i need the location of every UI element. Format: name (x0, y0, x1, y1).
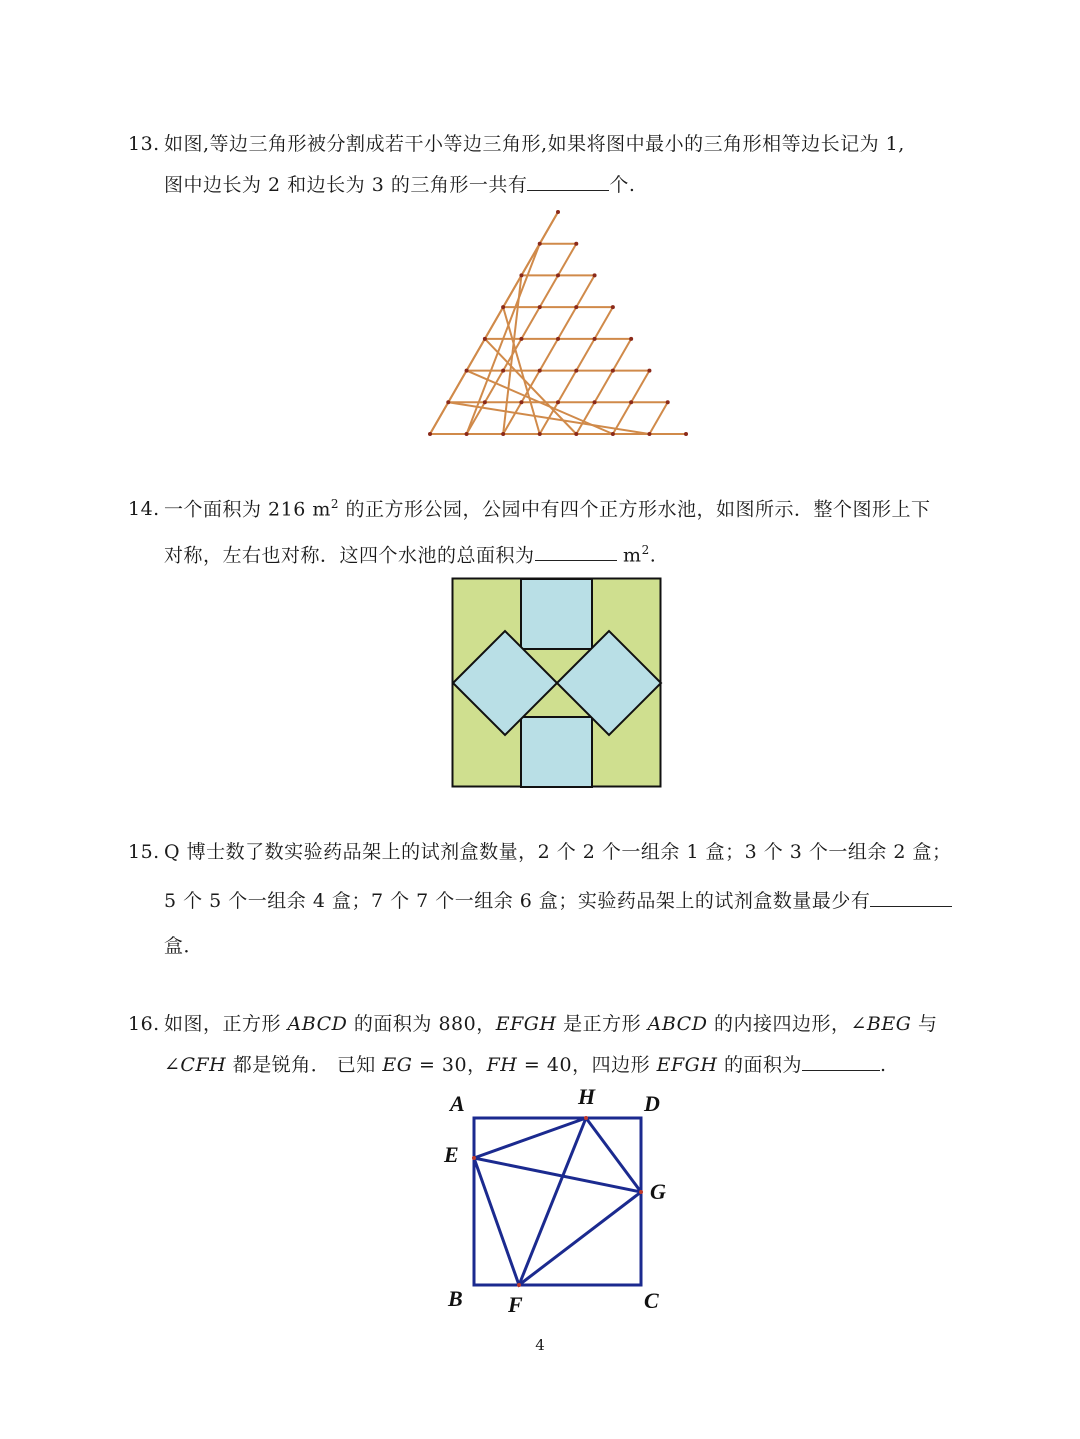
q14-number: 14. (128, 498, 160, 521)
q13-triangle-figure (420, 208, 700, 448)
q16-fh-value: = 40 (517, 1054, 573, 1076)
triangle-vertex (593, 273, 597, 277)
q16-text2a: 都是锐角． 已知 (226, 1054, 383, 1076)
q16-angle-cfh: ∠CFH (164, 1054, 227, 1076)
label-f: F (508, 1292, 523, 1317)
triangle-vertex (684, 432, 688, 436)
triangle-vertex (647, 432, 651, 436)
q16-fh: FH (486, 1054, 518, 1076)
q14-text1b: 的正方形公园，公园中有四个正方形水池，如图所示．整个图形上下 (339, 498, 931, 521)
q13-number: 13. (128, 133, 160, 155)
triangle-vertex (538, 242, 542, 246)
label-c: C (644, 1288, 659, 1313)
square-abcd (474, 1118, 641, 1285)
triangle-vertex (465, 369, 469, 373)
triangle-vertex (483, 337, 487, 341)
q16-text1e: 与 (911, 1013, 938, 1035)
triangle-vertex (611, 305, 615, 309)
triangle-vertex (538, 305, 542, 309)
triangle-vertex (519, 337, 523, 341)
triangle-vertex (629, 400, 633, 404)
q16-abcd: ABCD (287, 1013, 348, 1035)
triangle-vertex (593, 337, 597, 341)
q16-text1a: 如图，正方形 (164, 1013, 288, 1035)
q16-efgh2: EFGH (656, 1054, 718, 1076)
triangle-vertex (574, 369, 578, 373)
q13-answer-blank[interactable] (527, 172, 609, 191)
triangle-vertex (483, 400, 487, 404)
point-g (639, 1190, 643, 1194)
triangle-vertex (574, 432, 578, 436)
q14-line2 (164, 538, 656, 567)
q15-number: 15. (128, 841, 160, 863)
q16-number: 16. (128, 1013, 160, 1035)
triangle-vertex (501, 369, 505, 373)
q14-text2: 对称，左右也对称．这四个水池的总面积为 (164, 544, 535, 567)
q15-text2: 5 个 5 个一组余 4 盒；7 个 7 个一组余 6 盒；实验药品架上的试剂盒数量最少有 (164, 890, 871, 912)
q16-line1 (128, 1012, 937, 1036)
label-e: E (444, 1142, 459, 1167)
q16-eg-value: = 30 (412, 1054, 468, 1076)
q16-text2d: 的面积为 (717, 1054, 802, 1076)
q14-sup1: 2 (330, 497, 340, 511)
q14-end: . (649, 544, 657, 567)
label-d: D (644, 1091, 660, 1116)
triangle-vertex (428, 432, 432, 436)
q16-text1c: 是正方形 (556, 1013, 648, 1035)
triangle-vertex (574, 305, 578, 309)
point-e (472, 1156, 476, 1160)
q14-text1a: 一个面积为 216 m (164, 498, 331, 521)
triangle-vertex (556, 273, 560, 277)
q16-angle-beg: ∠BEG (850, 1013, 912, 1035)
triangle-right-diagonal (649, 402, 667, 434)
q16-text1b: 的面积为 880， (347, 1013, 496, 1035)
q13-text1: 如图,等边三角形被分割成若干小等边三角形,如果将图中最小的三角形相等边长记为 1, (164, 133, 905, 155)
triangle-vertex (647, 369, 651, 373)
triangle-vertex (446, 400, 450, 404)
triangle-vertex (556, 210, 560, 214)
pool-bottom (521, 717, 592, 787)
q15-line2 (164, 888, 952, 913)
triangle-vertex (666, 400, 670, 404)
q16-text2c: ，四边形 (572, 1054, 657, 1076)
q16-square-figure (440, 1082, 680, 1322)
q14-answer-blank[interactable] (535, 542, 617, 561)
q16-text2b: ， (467, 1054, 487, 1076)
q14-unit: m (616, 544, 642, 567)
label-g: G (650, 1179, 666, 1204)
label-a: A (450, 1091, 465, 1116)
q16-eg: EG (382, 1054, 413, 1076)
label-b: B (448, 1286, 463, 1311)
triangle-vertex (556, 337, 560, 341)
triangle-vertex (611, 432, 615, 436)
q14-sup2: 2 (641, 543, 650, 557)
point-h (584, 1116, 588, 1120)
q16-abcd2: ABCD (647, 1013, 708, 1035)
q13-text2-end: 个. (609, 174, 636, 196)
triangle-vertex (611, 369, 615, 373)
q15-line3 (164, 934, 203, 958)
triangle-vertex (629, 337, 633, 341)
q15-line1 (128, 840, 952, 864)
quad-efgh (474, 1118, 641, 1285)
triangle-vertex (465, 432, 469, 436)
triangle-vertex (538, 432, 542, 436)
q13-line2 (164, 172, 635, 197)
q14-line1 (128, 492, 931, 521)
q16-line2 (164, 1052, 887, 1077)
q15-text1: Q 博士数了数实验药品架上的试剂盒数量，2 个 2 个一组余 1 盒；3 个 3 个一组余 2 盒； (164, 841, 952, 863)
q14-park-figure (452, 578, 662, 788)
triangle-vertex (501, 305, 505, 309)
triangle-vertex (593, 400, 597, 404)
q16-text1d: 的内接四边形， (707, 1013, 851, 1035)
q13-line1 (128, 132, 905, 156)
point-f (517, 1283, 521, 1287)
q15-text3: 盒． (164, 935, 204, 957)
q16-end: . (879, 1054, 887, 1076)
triangle-vertex (574, 242, 578, 246)
q16-efgh: EFGH (495, 1013, 557, 1035)
triangle-vertex (519, 400, 523, 404)
label-h: H (578, 1084, 596, 1109)
triangle-vertex (556, 400, 560, 404)
page-number: 4 (535, 1336, 545, 1354)
pool-top (521, 579, 592, 649)
triangle-right-diagonal (576, 339, 631, 434)
triangle-vertex (538, 369, 542, 373)
triangle-vertex (501, 432, 505, 436)
q13-text2: 图中边长为 2 和边长为 3 的三角形一共有 (164, 174, 528, 196)
triangle-vertex (519, 273, 523, 277)
q16-answer-blank[interactable] (802, 1052, 880, 1071)
q15-answer-blank[interactable] (870, 888, 952, 907)
